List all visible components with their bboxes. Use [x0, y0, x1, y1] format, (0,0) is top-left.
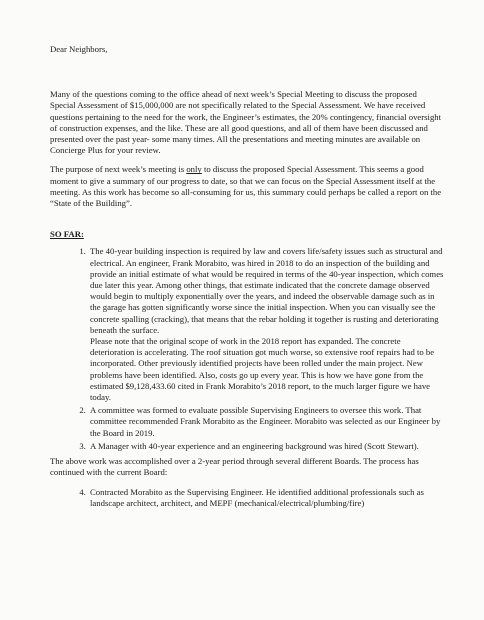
list-item: [88, 487, 444, 509]
intro-paragraph: Many of the questions coming to the office ahead of next week’s Special Meeting to discuss the proposed Special Assessment of $15,000,000 are not specifically related to the Special Assessment. We have received questions pertaining to the need for the work, the Engineer’s estimates, the 20% contingency, financial oversight of construction expenses, and the like. These are all good questions, and all of them have been discussed and presented over the past year- some many times. All the presentations and meeting minutes are available on Concierge Plus for your review.: [50, 89, 442, 156]
list-item-text: A committee was formed to evaluate possible Supervising Engineers to oversee this work. That committee recommended Frank Morabito as the Engineer. Morabito was selected as our Engineer by the Board in 2019.: [90, 405, 441, 438]
progress-list-continued: [50, 487, 444, 509]
list-item-text: Contracted Morabito as the Supervising Engineer. He identified additional professionals such as landscape architect, architect, and MEPF (mechanical/electrical/plumbing/fire): [90, 486, 424, 508]
list-item-note: Please note that the original scope of work in the 2018 report has expanded. The concrete deterioration is accelerating. The roof situation got much worse, so extensive roof repairs had to be incorporated. Other previously identified projects have been rolled under the main project. New problems have been identified. Also, costs go up every year. This is how we have gone from the estimated $9,128,433.60 cited in Frank Morabito’s 2018 report, to the much larger figure we have today.: [90, 336, 435, 403]
section-heading: SO FAR:: [50, 229, 84, 240]
greeting: Dear Neighbors,: [50, 44, 108, 54]
continuation-paragraph: The above work was accomplished over a 2-year period through several different Boards. The process has continued with the current Board:: [50, 456, 419, 478]
purpose-text-end: to discuss the proposed Special Assessment. This seems a good moment to give a summary of our progress to date, so that we can focus on the Special Assessment itself at the meeting. As this work has become so all-consuming for us, this summary could perhaps be called a report on the “State of the Building”.: [50, 164, 442, 209]
list-item-text: A Manager with 40-year experience and an engineering background was hired (Scott Stewart).: [90, 440, 419, 451]
progress-list: [50, 246, 444, 452]
purpose-text-start: The purpose of next week’s meeting is: [50, 164, 187, 175]
list-item: [88, 405, 444, 439]
purpose-paragraph: [50, 164, 444, 209]
list-item: [88, 246, 444, 403]
list-item-text: The 40-year building inspection is required by law and covers life/safety issues such as structural and electrical. An engineer, Frank Morabito, was hired in 2018 to do an inspection of the building and provide an initial estimate of what would be required in terms of the 40-year inspection, which comes due later this year. Among other things, that estimate indicated that the concrete damage observed would begin to multiply exponentially over the years, and indeed the observable damage such as in the garage has gotten significantly worse since the initial inspection. When you can visually see the concrete spalling (cracking), that means that the rebar holding it together is rusting and deteriorating beneath the surface.: [90, 246, 444, 335]
emphasis-only: only: [186, 164, 202, 175]
list-item: [88, 441, 444, 452]
